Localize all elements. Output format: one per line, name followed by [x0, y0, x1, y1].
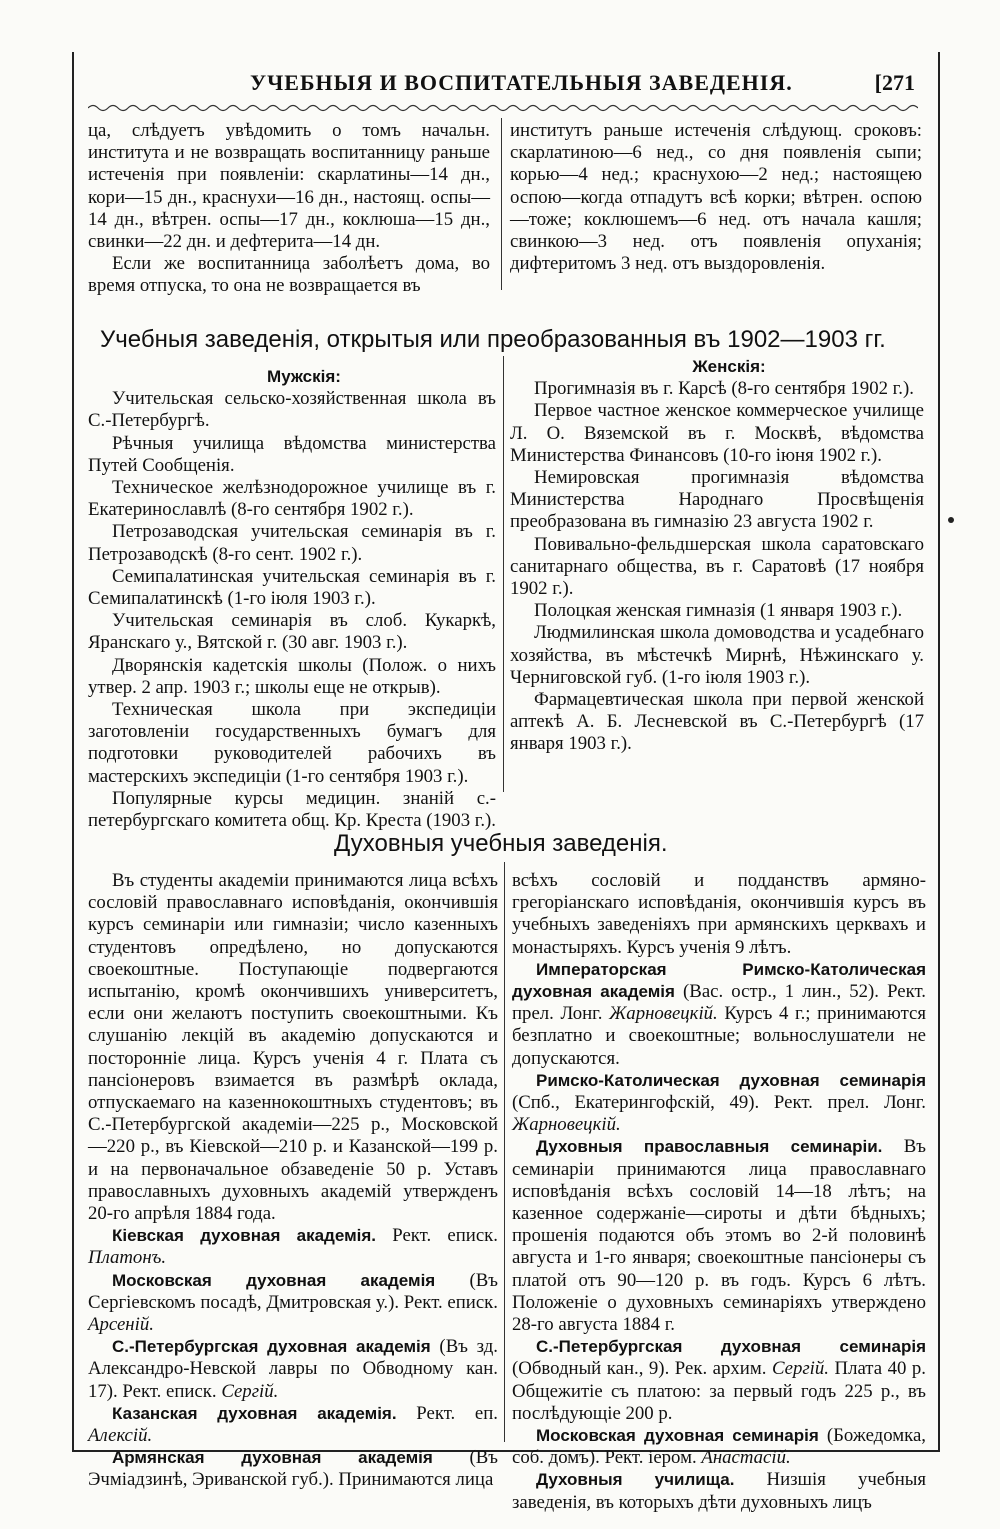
list-item: Техническая школа при экспедиціи заготовленіи государственныхъ бумагъ для подготовки руководителей рабочихъ въ мастерскихъ экспедиціи (1-го сентября 1903 г.). [88, 699, 496, 787]
subheading-male: Мужскія: [267, 367, 341, 386]
list-item: Немировская прогимназія вѣдомства Министерства Народнаго Просвѣщенія преобразована въ гимназію 23 августа 1902 г. [510, 467, 924, 533]
institution-entry: Духовныя училища. Низшія учебныя заведенія, въ которыхъ дѣти духовныхъ лицъ [512, 1469, 927, 1513]
male-column [88, 366, 496, 832]
institution-name: Московская духовная академія [112, 1270, 436, 1290]
page-header [90, 70, 915, 104]
institution-entry: Армянская духовная академія (Въ Эчміадзинѣ, Эриванской губ.). Принимаются лица [88, 1447, 498, 1491]
list-item: Первое частное женское коммерческое училище Л. О. Вяземской въ г. Москвѣ, вѣдомства Министерства Финансовъ (10-го іюня 1902 г.). [510, 400, 924, 466]
list-item: Фармацевтическая школа при первой женской аптекѣ А. Б. Лесневской въ С.-Петербургѣ (17 января 1903 г.). [510, 689, 924, 755]
paragraph: институтъ раньше истеченія слѣдующ. сроковъ: скарлатиною—6 нед., со дня появленія сыпи; корью—4 нед.; краснухою—2 нед.; настоящею оспою—когда отпадутъ всѣ корки; вѣтрен. оспою—тоже; коклюшемъ—6 нед. отъ начала кашля; свинкою—3 нед. отъ появленія опуханія; дифтеритомъ 3 нед. отъ выздоровленія. [510, 120, 922, 275]
top-left-column [88, 120, 490, 298]
paragraph: ца, слѣдуетъ увѣдомить о томъ начальн. института и не возвращать воспитанницу раньше истеченія при появленіи: скарлатины—14 дн., кори—15 дн., краснухи—16 дн., настоящ. оспы—14 дн., вѣтрен. оспы—17 дн., коклюша—15 дн., свинки—22 дн. и дефтерита—14 дн. [88, 120, 490, 253]
list-item: Полоцкая женская гимназія (1 января 1903 г.). [534, 600, 903, 622]
list-item: Учительская сельско-хозяйственная школа въ С.-Петербургѣ. [88, 388, 496, 432]
institution-entry: Римско-Католическая духовная семинарія (Спб., Екатерингофскій, 49). Рект. прел. Лонг. Жарновецкій. [512, 1070, 926, 1136]
institution-entry: Казанская духовная академія. Рект. еп. Алексій. [88, 1402, 498, 1447]
institution-name: Духовныя училища. [536, 1470, 735, 1490]
institution-name: Московская духовная семинарія [536, 1426, 819, 1446]
institution-name: Духовныя православныя семинаріи. [536, 1137, 883, 1157]
institution-name: Казанская духовная академія. [112, 1403, 397, 1423]
institution-entry: Императорская Римско-Католическая духовная академія (Вас. остр., 1 лин., 52). Рект. прел. Лонг. Жарновецкій. Курсъ 4 г.; принимаются безплатно и своекоштные; вольнослушатели не допускаются. [512, 959, 926, 1069]
institution-entry: Духовныя православныя семинаріи. Въ семинаріи принимаются лица православнаго исповѣданія всѣхъ сословій 14—18 лѣтъ; на казенное содержаніе—сироты и дѣти бѣдныхъ; прошенія подаются объ этомъ во 2-й половинѣ августа и 1-го января; своекоштные пансіонеры съ платой отъ 90—120 р. въ годъ. Курсъ 6 лѣтъ. Положеніе о духовныхъ семинаріяхъ утверждено 28-го августа 1884 г. [512, 1136, 927, 1336]
column-divider [503, 356, 504, 792]
female-column [510, 356, 924, 756]
institution-entry: С.-Петербургская духовная семинарія (Обводный кан., 9). Рек. архим. Сергій. Плата 40 р. Общежитіе съ платою: за первый годъ 225 р., въ послѣдующіе 200 р. [512, 1337, 927, 1424]
list-item: Рѣчныя училища вѣдомства министерства Путей Сообщенія. [88, 432, 496, 476]
subheading-female: Женскія: [692, 357, 766, 376]
paragraph: Если же воспитанница заболѣетъ дома, во время отпуска, то она не возвращается въ [88, 253, 490, 297]
institution-name: Кіевская духовная академія. [112, 1226, 377, 1246]
page-number: [271 [874, 70, 915, 95]
paragraph: Въ студенты академіи принимаются лица всѣхъ сословій православнаго исповѣданія, окончившія курсъ семинаріи или гимназіи; число казенныхъ студентовъ опредѣлено, но допускаются своекоштные. Поступающіе подвергаются испытанію, кромѣ окончившихъ университетъ, если они желаютъ поступить своекоштными. Къ слушанію лекцій въ академію допускаются и посторонніе лица. Курсъ ученія 4 г. Плата съ пансіонеровъ взимается въ размѣрѣ оклада, отпускаемаго на казеннокоштныхъ студентовъ; въ С.-Петербургской академіи—225 р., Московской —220 р., въ Кіевской—210 р. и Казанской—199 р. и на первоначальное обзаведеніе 50 р. Уставъ православныхъ духовныхъ академій утвержденъ 20-го апрѣля 1884 года. [88, 870, 498, 1225]
institution-name: С.-Петербургская духовная семинарія [536, 1337, 926, 1357]
wavy-rule [88, 100, 918, 116]
top-right-column [510, 120, 922, 275]
list-item: Учительская семинарія въ слоб. Кукаркѣ, Яранскаго у., Вятской г. (30 авг. 1903 г.). [88, 610, 496, 654]
list-item: Техническое желѣзнодорожное училище въ г. Екатеринославлѣ (8-го сентября 1902 г.). [88, 477, 496, 521]
institution-entry: Кіевская духовная академія. Рект. еписк. Платонъ. [88, 1225, 498, 1269]
institution-name: Армянская духовная академія [112, 1448, 433, 1468]
list-item: Популярные курсы медицин. знаній с.-петербургскаго комитета общ. Кр. Креста (1903 г.). [88, 787, 497, 832]
institution-name: Римско-Католическая духовная семинарія [536, 1070, 926, 1090]
column-divider [504, 862, 505, 1442]
list-item: Повивально-фельдшерская школа саратовскаго санитарнаго общества, въ г. Саратовѣ (17 ноября 1902 г.). [510, 533, 924, 600]
margin-mark [948, 517, 954, 523]
list-item: Дворянскія кадетскія школы (Полож. о нихъ утвер. 2 апр. 1903 г.; школы еще не открыв). [88, 654, 496, 698]
institution-entry: С.-Петербургская духовная академія (Въ зд. Александро-Невской лавры по Обводному кан. 17). Рект. еписк. Сергій. [88, 1336, 498, 1402]
list-item: Петрозаводская учительская семинарія въ г. Петрозаводскѣ (8-го сент. 1902 г.). [88, 521, 496, 565]
institution-name: С.-Петербургская духовная академія [112, 1337, 431, 1357]
section-title: Духовныя учебныя заведенія. [334, 830, 668, 857]
list-item: Семипалатинская учительская семинарія въ г. Семипалатинскѣ (1-го іюля 1903 г.). [88, 565, 496, 610]
paragraph: всѣхъ сословій и подданствъ армяно-грегоріанскаго исповѣданія, окончившія курсъ въ учебныхъ заведеніяхъ при армянскихъ церквахъ и монастыряхъ. Курсъ ученія 9 лѣтъ. [512, 870, 926, 958]
spiritual-left-column [88, 870, 498, 1492]
list-item: Людмилинская школа домоводства и усадебнаго хозяйства, въ мѣстечкѣ Мирнѣ, Нѣжинскаго у. Черниговской губ. (1-го іюля 1903 г.). [510, 622, 924, 688]
section-title: Учебныя заведенія, открытыя или преобразованныя въ 1902—1903 гг. [100, 326, 886, 353]
institution-entry: Московская духовная семинарія (Божедомка, соб. домъ). Рект. іером. Анастасій. [512, 1425, 926, 1469]
institution-name: Императорская Римско-Католическая духовная академія [512, 959, 926, 1002]
list-item: Прогимназія въ г. Карсѣ (8-го сентября 1902 г.). [534, 378, 914, 400]
institution-entry: Московская духовная академія (Въ Сергіевскомъ посадѣ, Дмитровская у.). Рект. еписк. Арсеній. [88, 1269, 498, 1336]
spiritual-right-column [512, 870, 926, 1514]
running-title: УЧЕБНЫЯ И ВОСПИТАТЕЛЬНЫЯ ЗАВЕДЕНІЯ. [250, 70, 793, 95]
column-divider [501, 118, 502, 290]
